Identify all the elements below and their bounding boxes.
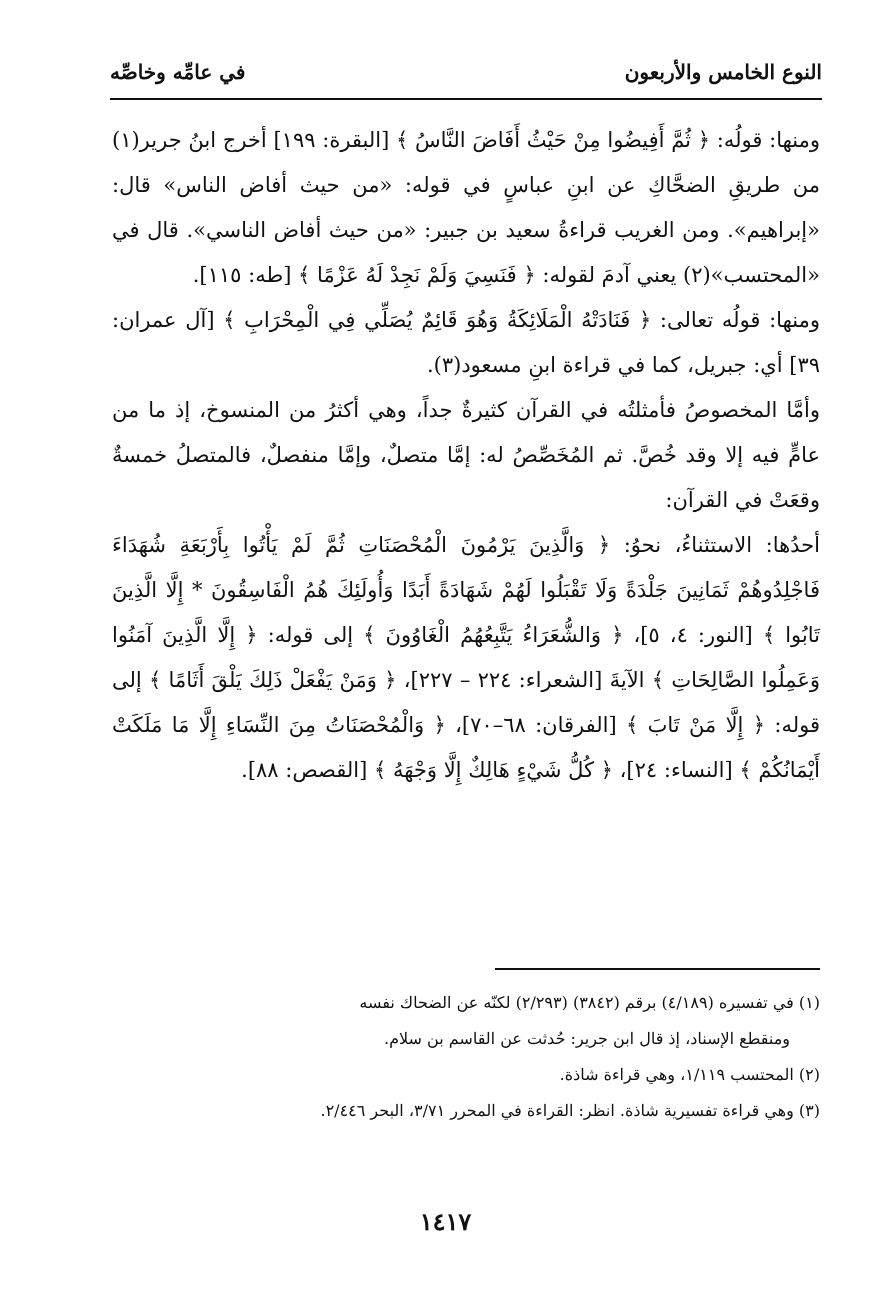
paragraph-4: أحدُها: الاستثناءُ، نحوُ: ﴿ وَالَّذِينَ يَرْمُونَ الْمُحْصَنَاتِ ثُمَّ لَمْ يَأْتُوا بِأَرْبَعَةِ شُهَدَاءَ فَاجْلِدُوهُمْ ثَمَانِينَ جَلْدَةً وَلَا تَقْبَلُوا لَهُمْ شَهَادَةً أَبَدًا وَأُولَئِكَ هُمُ الْفَاسِقُونَ * إِلَّا الَّذِينَ تَابُوا ﴾ [النور: ٤، ٥]، ﴿ وَالشُّعَرَاءُ يَتَّبِعُهُمُ الْغَاوُونَ ﴾ إلى قوله: ﴿ إِلَّا الَّذِينَ آمَنُوا وَعَمِلُوا الصَّالِحَاتِ ﴾ الآيةَ [الشعراء: ٢٢٤ – ٢٢٧]، ﴿ وَمَنْ يَفْعَلْ ذَلِكَ يَلْقَ أَثَامًا ﴾ إلى قوله: ﴿ إِلَّا مَنْ تَابَ ﴾ [الفرقان: ٦٨–٧٠]، ﴿ وَالْمُحْصَنَاتُ مِنَ النِّسَاءِ إِلَّا مَا مَلَكَتْ أَيْمَانُكُمْ ﴾ [النساء: ٢٤]، ﴿ كُلُّ شَيْءٍ هَالِكٌ إِلَّا وَجْهَهُ ﴾ [القصص: ٨٨]. [112, 533, 820, 782]
footnote-2: (٢) المحتسب ١/١١٩، وهي قراءة شاذة. [559, 1065, 820, 1084]
footnotes [112, 985, 820, 1129]
footnote-3: (٣) وهي قراءة تفسيرية شاذة. انظر: القراءة في المحرر ٣/٧١، البحر ٢/٤٤٦. [320, 1101, 820, 1120]
paragraph-2: ومنها: قولُه تعالى: ﴿ فَنَادَتْهُ الْمَلَائِكَةُ وَهُوَ قَائِمٌ يُصَلِّي فِي الْمِحْرَابِ ﴾ [آل عمران: ٣٩] أي: جبريل، كما في قراءة ابنِ مسعود(٣). [112, 308, 820, 377]
footnote-1-continued: ومنقطع الإسناد، إذ قال ابن جرير: حُدثت عن القاسم بن سلام. [384, 1029, 790, 1048]
paragraph-3: وأمَّا المخصوصُ فأمثلتُه في القرآن كثيرةٌ جداً، وهي أكثرُ من المنسوخ، إذ ما من عامٍّ فيه إلا وقد خُصَّ. ثم المُخَصِّصُ له: إمَّا متصلٌ، وإمَّا منفصلٌ، فالمتصلُ خمسةٌ وقعَتْ في القرآن: [112, 398, 820, 512]
page-number: ١٤١٧ [419, 1207, 472, 1236]
footnote-divider [495, 968, 820, 970]
paragraph-1: ومنها: قولُه: ﴿ ثُمَّ أَفِيضُوا مِنْ حَيْثُ أَفَاضَ النَّاسُ ﴾ [البقرة: ١٩٩] أخرج ابنُ جرير(١) من طريقِ الضحَّاكِ عن ابنِ عباسٍ في قوله: «من حيث أفاض الناس» قال: «إبراهيم». ومن الغريب قراءةُ سعيد بن جبير: «من حيث أفاض الناسي». قال في «المحتسب»(٢) يعني آدمَ لقوله: ﴿ فَنَسِيَ وَلَمْ نَجِدْ لَهُ عَزْمًا ﴾ [طه: ١١٥]. [112, 128, 820, 287]
main-text [112, 118, 820, 793]
running-header [110, 52, 822, 100]
footnote-1: (١) في تفسيره (٤/١٨٩) برقم (٣٨٤٢) (٢/٢٩٣) لكنّه عن الضحاك نفسه [359, 993, 820, 1012]
section-title: في عامِّه وخاصِّه [110, 60, 246, 84]
chapter-title: النوع الخامس والأربعون [624, 60, 822, 84]
